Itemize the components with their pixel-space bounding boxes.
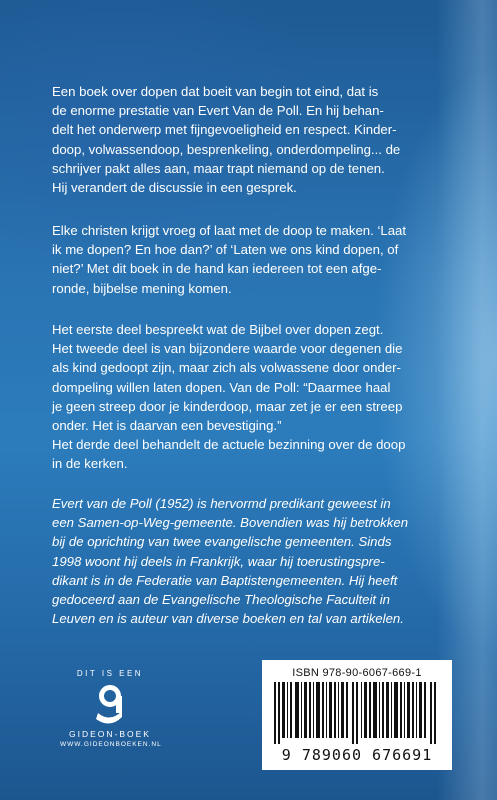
text-line: dompeling willen laten dopen. Van de Poll: “Daarmee haal <box>52 379 391 395</box>
text-line: Hij verandert de discussie in een gesprek. <box>52 180 297 196</box>
author-bio <box>52 494 462 628</box>
text-line: als kind gedoopt zijn, maar zich als volwassene door onder- <box>52 360 401 376</box>
publisher-tagline: DIT IS EEN <box>76 669 144 678</box>
intro-paragraph <box>52 82 462 197</box>
barcode-bars-icon <box>272 682 442 744</box>
text-line: dikant is in de Federatie van Baptistengemeenten. Hij heeft <box>52 572 398 588</box>
text-line: ronde, bijbelse mening komen. <box>52 280 232 296</box>
text-line: schrijver pakt alles aan, maar trapt niemand op de tenen. <box>52 160 385 176</box>
text-line: Het tweede deel is van bijzondere waarde voor degenen die <box>52 341 403 357</box>
text-line: Elke christen krijgt vroeg of laat met de doop te maken. ‘Laat <box>52 223 407 238</box>
publisher-website: WWW.GIDEONBOEKEN.NL <box>60 741 162 748</box>
text-line: je geen streep door je kinderdoop, maar zet je er een streep <box>52 398 403 414</box>
text-line: een Samen-op-Weg-gemeente. Bovendien was hij betrokken <box>52 515 409 531</box>
text-line: ik me dopen? En hoe dan?’ of ‘Laten we ons kind dopen, of <box>52 242 399 258</box>
gideon-g-logo-icon <box>90 683 130 727</box>
text-line: Het derde deel behandelt de actuele bezinning over de doop <box>52 437 406 453</box>
text-line: gedoceerd aan de Evangelische Theologische Faculteit in <box>52 592 390 608</box>
text-line: Evert van de Poll (1952) is hervormd predikant geweest in <box>52 496 391 511</box>
isbn-barcode <box>262 660 452 770</box>
text-line: in de kerken. <box>52 456 128 472</box>
text-line: 1998 woont hij deels in Frankrijk, waar hij toerustingspre- <box>52 553 385 569</box>
text-line: delt het onderwerp met fijngevoeligheid en respect. Kinder- <box>52 122 397 138</box>
question-paragraph <box>52 221 462 298</box>
text-line: Een boek over dopen dat boeit van begin tot eind, dat is <box>52 84 379 99</box>
barcode-number: 9 789060 676691 <box>281 746 433 764</box>
text-line: Leuven en is auteur van diverse boeken en tal van artikelen. <box>52 611 404 627</box>
text-line: doop, volwassendoop, besprenkeling, onderdompeling... de <box>52 141 401 157</box>
text-line: niet?’ Met dit boek in de hand kan iedereen tot een afge- <box>52 261 382 277</box>
isbn-label: ISBN 978-90-6067-669-1 <box>292 667 422 679</box>
text-line: Het eerste deel bespreekt wat de Bijbel over dopen zegt. <box>52 322 384 337</box>
text-line: bij de oprichting van twee evangelische gemeenten. Sinds <box>52 534 392 550</box>
text-line: de enorme prestatie van Evert Van de Poll. En hij behan- <box>52 103 384 119</box>
text-line: onder. Het is daarvan een bevestiging.” <box>52 418 282 434</box>
publisher-name: GIDEON-BOEK <box>69 729 151 739</box>
publisher-block <box>60 669 160 748</box>
contents-paragraph <box>52 320 462 474</box>
